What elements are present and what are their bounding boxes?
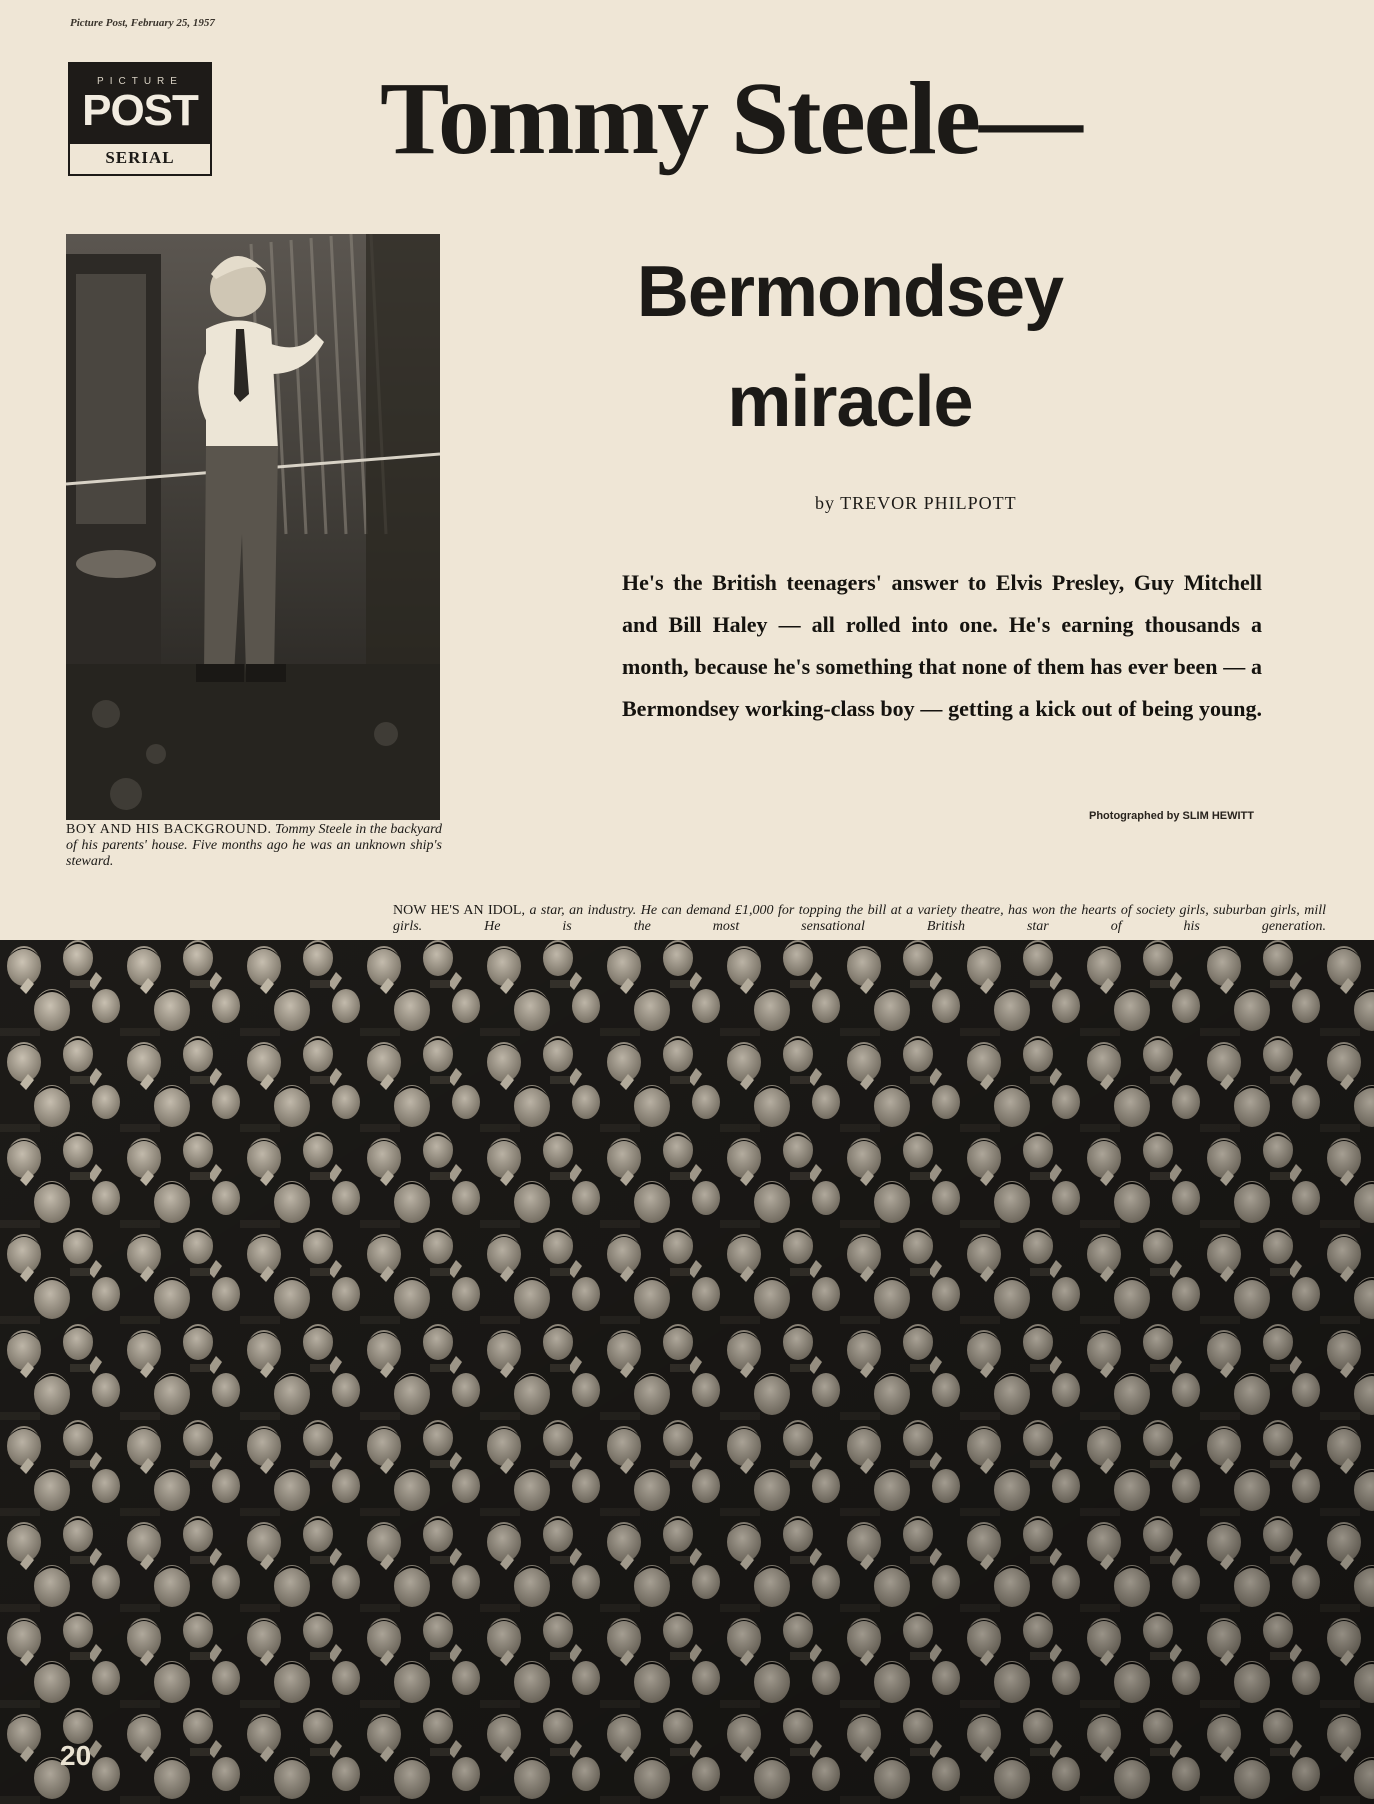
logo-post-text: POST [82,85,198,135]
publication-line: Picture Post, February 25, 1957 [70,17,215,29]
intro-paragraph [393,903,1326,935]
crowd-photo [0,940,1374,1804]
logo-masthead [70,64,210,144]
crowd-photo-illustration [0,940,1374,1804]
caption-lead: BOY AND HIS BACKGROUND. [66,822,272,837]
page-number: 20 [60,1740,92,1771]
picture-post-serial-logo [68,62,212,176]
logo-picture-text: PICTURE [97,75,183,87]
intro-lead: NOW HE'S AN IDOL, [393,903,525,918]
standfirst: He's the British teenagers' answer to Elvis Presley, Guy Mitchell and Bill Haley — all rolled into one. He's earning thousands a month, because he's something that none of them has ever been — a Bermondsey working-class boy — getting a kick out of being young. [622,570,1262,721]
photo-credit: Photographed by SLIM HEWITT [1089,810,1254,822]
intro-text: a star, an industry. He can demand £1,000 for topping the bill at a variety theatre, has won the hearts of society girls, suburban girls, mill girls. He is the most sensational British star of his generation. [393,903,1326,934]
photo-caption [66,822,442,870]
byline: by TREVOR PHILPOTT [815,493,1017,513]
backyard-photo [66,234,440,820]
headline-line-3: miracle [727,362,973,442]
caption-text: Tommy Steele in the backyard of his parents' house. Five months ago he was an unknown ship's steward. [66,822,442,869]
headline-line-1: Tommy Steele— [380,61,1081,176]
backyard-photo-illustration [66,234,440,820]
headline-line-2: Bermondsey [636,252,1064,332]
logo-serial-label: SERIAL [105,148,175,167]
